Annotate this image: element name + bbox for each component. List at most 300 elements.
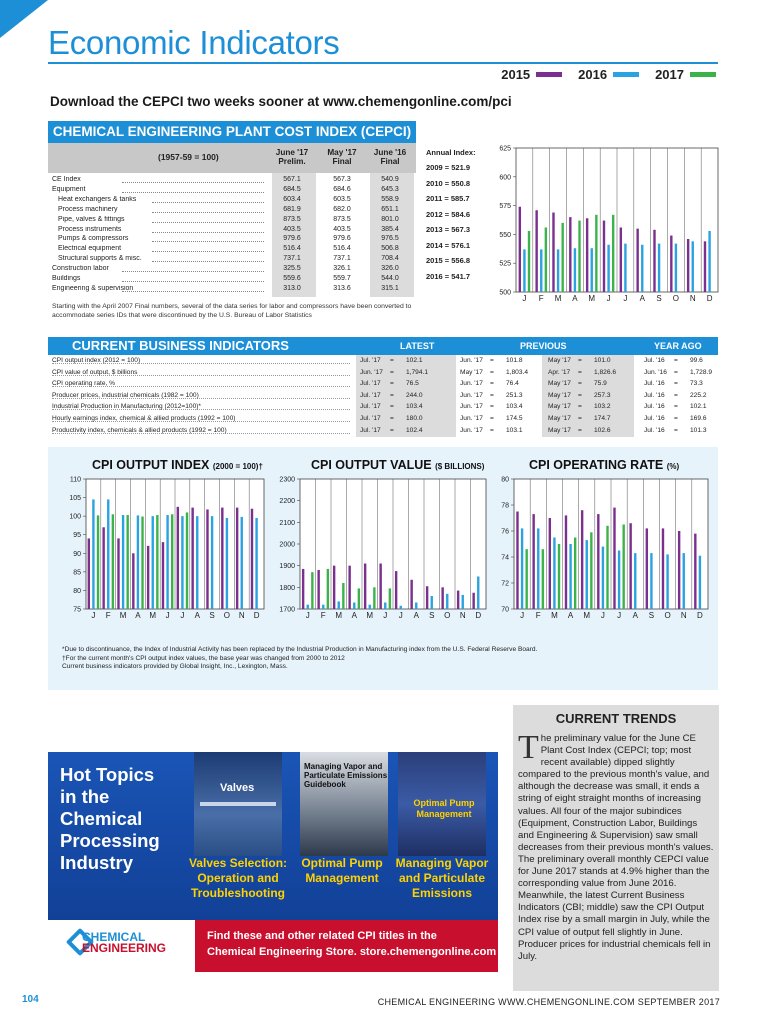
book-caption-valves-l3: Troubleshooting (191, 886, 285, 900)
y-tick-label: 85 (73, 569, 81, 577)
bar-2015 (603, 221, 605, 292)
x-tick-label: D (475, 611, 482, 620)
bar-2017 (545, 227, 547, 292)
cbi-cell-prev2: = (578, 403, 582, 411)
cepci-value: 645.3 (381, 185, 399, 193)
corner-decoration (0, 0, 48, 38)
ad-hot-line-2: in the (60, 786, 110, 807)
x-tick-label: J (617, 611, 622, 620)
bar-2015 (364, 564, 366, 610)
book-cover-vapor-title (304, 762, 387, 789)
x-tick-label: M (149, 611, 157, 620)
ad-call-to-action[interactable] (195, 920, 498, 972)
bar-2016 (338, 601, 340, 609)
cbi-cell-prev2: = (578, 415, 582, 422)
cepci-value: 516.4 (333, 245, 351, 253)
x-tick-label: S (656, 294, 662, 303)
cepci-row (52, 176, 412, 185)
cbi-cell-latest: = (390, 368, 394, 376)
cbi-row-label: Industrial Production in Manufacturing (2012=100)* (52, 403, 202, 411)
cepci-value: 558.9 (381, 195, 399, 203)
cepci-value: 567.1 (283, 176, 301, 183)
cbi-cell-ya: 99.6 (690, 357, 703, 364)
cepci-value: 540.9 (381, 176, 399, 183)
output-value-title-main: CPI OUTPUT VALUE (311, 458, 432, 472)
cbi-row (48, 401, 718, 413)
bar-2015 (569, 217, 571, 292)
cepci-value: 684.6 (333, 185, 351, 193)
cbi-cell-ya: 1,728.9 (690, 368, 712, 376)
chemical-engineering-logo (82, 932, 166, 954)
bar-2017 (156, 515, 158, 609)
book-caption-valves-l1: Valves Selection: (188, 856, 288, 870)
cbi-cell-latest: 76.5 (406, 380, 419, 388)
bar-2016 (586, 540, 588, 609)
bar-2016 (574, 248, 576, 292)
bar-2016 (384, 603, 386, 610)
x-tick-label: M (554, 294, 562, 303)
cepci-row-leader (122, 291, 264, 292)
bar-2015 (613, 508, 615, 609)
cepci-row (52, 226, 412, 235)
bar-2016 (658, 244, 660, 292)
x-tick-label: M (588, 294, 596, 303)
cepci-value: 559.7 (333, 275, 351, 282)
cbi-cell-latest: Jul. '17 (360, 415, 381, 422)
book-cover-vapor-l2: Particulate Emissions (304, 771, 388, 780)
bar-2015 (678, 531, 680, 609)
cbi-cell-latest: 180.0 (406, 415, 423, 422)
bar-2015 (441, 587, 443, 609)
cepci-row (52, 235, 412, 244)
cepci-row (52, 186, 412, 195)
cepci-value: 708.4 (381, 255, 399, 263)
bar-2015 (191, 508, 193, 609)
bar-2016 (591, 248, 593, 292)
bar-2015 (565, 515, 567, 609)
chart-footnotes (62, 646, 702, 672)
cbi-cell-prev1: = (490, 380, 494, 388)
x-tick-label: J (180, 611, 185, 620)
bar-2016 (462, 595, 464, 609)
cepci-value: 313.6 (333, 284, 351, 292)
bar-2016 (521, 528, 523, 609)
cepci-row-label: Structural supports & misc. (58, 255, 142, 263)
book-cover-pumps-l2: Management (416, 809, 472, 819)
bar-2016 (650, 553, 652, 609)
cbi-cell-prev1: Jun. '17 (460, 415, 483, 422)
cepci-row-leader (152, 212, 264, 213)
ad-cta-line-2[interactable]: Chemical Engineering Store. store.chemengonline.com (207, 946, 497, 958)
footnote-2: †For the current month's CPI output index values, the base year was changed from 2000 to 2012 (62, 654, 345, 662)
cbi-cell-latest: = (390, 403, 394, 411)
bar-2017 (612, 215, 614, 292)
bar-2017 (327, 569, 329, 609)
y-tick-label: 550 (499, 231, 511, 239)
cepci-value: 979.6 (283, 235, 301, 243)
x-tick-label: N (689, 294, 696, 303)
cbi-cell-prev1: = (490, 391, 494, 399)
x-tick-label: S (209, 611, 215, 620)
cbi-cell-prev1: 251.3 (506, 391, 523, 399)
cepci-row (52, 245, 412, 254)
operating-rate-title-unit: (%) (666, 462, 680, 471)
cepci-col-1 (322, 148, 362, 166)
bar-2015 (620, 227, 622, 292)
cepci-col-1-l1: May '17 (327, 148, 357, 157)
cepci-row-label: Buildings (52, 275, 81, 282)
bar-2016 (122, 515, 124, 609)
cepci-value: 326.0 (381, 265, 399, 273)
cepci-row-leader (122, 182, 264, 183)
x-tick-label: J (398, 611, 403, 620)
cepci-row-label: Electrical equipment (58, 245, 122, 253)
cbi-cell-prev2: 174.7 (594, 415, 611, 422)
cbi-cell-prev1: May '17 (460, 368, 483, 376)
cbi-cell-latest: Jul. '17 (360, 403, 381, 411)
cepci-row-leader (152, 251, 264, 252)
bar-2015 (670, 236, 672, 292)
bar-2015 (629, 523, 631, 609)
cepci-col-2-l2: Final (380, 157, 400, 166)
cepci-value: 651.1 (381, 205, 399, 213)
bar-2015 (472, 593, 474, 609)
x-tick-label: O (444, 611, 451, 620)
cepci-value: 567.3 (333, 176, 351, 183)
book-caption-pumps-l2: Management (305, 871, 379, 885)
cbi-cell-ya: 102.1 (690, 403, 707, 411)
cepci-row-leader (152, 232, 264, 233)
x-tick-label: J (600, 611, 605, 620)
cepci-value: 681.9 (283, 205, 301, 213)
x-tick-label: A (413, 611, 419, 620)
y-tick-label: 500 (499, 289, 511, 297)
cbi-row-label: CPI value of output, $ billions (52, 368, 138, 376)
x-tick-label: O (672, 294, 680, 303)
cbi-cell-ya: Jul. '16 (644, 380, 665, 388)
cbi-cell-ya: Jul. '16 (644, 426, 665, 434)
bar-2016 (241, 517, 243, 609)
bar-2016 (618, 551, 620, 610)
cbi-row (48, 425, 718, 437)
x-tick-label: N (238, 611, 245, 620)
cepci-column-header (48, 143, 416, 173)
y-tick-label: 2200 (279, 498, 295, 506)
x-tick-label: A (572, 294, 578, 303)
annual-index-list (426, 146, 488, 284)
cbi-row-label: CPI output index (2012 = 100) (52, 357, 141, 364)
x-tick-label: S (429, 611, 435, 620)
cbi-cell-prev2: 103.2 (594, 403, 611, 411)
cbi-row (48, 355, 718, 367)
cbi-row (48, 413, 718, 425)
y-tick-label: 95 (73, 532, 81, 540)
cbi-cell-prev1: Jun. '17 (460, 380, 483, 388)
bar-2016 (415, 603, 417, 610)
bar-2017 (342, 583, 344, 609)
cepci-value: 544.0 (381, 275, 399, 282)
cbi-cell-ya: = (674, 426, 678, 434)
annual-index-item: 2013 = 567.3 (426, 225, 471, 234)
legend-2016-swatch (613, 72, 639, 77)
cbi-cell-prev2: 75.9 (594, 380, 607, 388)
bar-2016 (537, 528, 539, 609)
x-tick-label: F (535, 611, 541, 620)
bar-2016 (322, 605, 324, 609)
bar-2016 (602, 547, 604, 609)
y-tick-label: 80 (73, 587, 81, 595)
y-tick-label: 600 (499, 174, 511, 182)
bar-2017 (97, 515, 99, 609)
cbi-cell-prev2: = (578, 426, 582, 434)
x-tick-label: O (664, 611, 671, 620)
bar-2016 (353, 603, 355, 610)
bar-2015 (653, 230, 655, 292)
bar-2016 (369, 605, 371, 609)
x-tick-label: J (165, 611, 170, 620)
bar-2017 (311, 572, 313, 609)
cbi-header-bar (48, 337, 718, 355)
cbi-cell-prev2: 101.0 (594, 357, 611, 364)
cepci-row-label: Process instruments (58, 225, 122, 233)
book-cover-vapor-l3: Guidebook (304, 780, 346, 789)
cepci-row (52, 275, 412, 284)
bar-2015 (147, 546, 149, 609)
book-caption-vapor-l3: Emissions (411, 886, 473, 900)
bar-2016 (166, 515, 168, 609)
cepci-row-leader (122, 192, 264, 193)
cepci-value: 385.4 (381, 225, 399, 233)
cepci-row-label: Heat exchangers & tanks (58, 195, 137, 203)
cbi-cell-ya: Jun. '16 (644, 368, 667, 376)
cbi-cell-ya: = (674, 415, 678, 422)
bar-2017 (595, 215, 597, 292)
cbi-row-label: CPI operating rate, % (52, 380, 116, 388)
y-tick-label: 72 (501, 580, 509, 588)
cepci-value: 403.5 (283, 225, 301, 233)
bar-2016 (107, 499, 109, 609)
annual-index-item: 2010 = 550.8 (426, 178, 471, 188)
logo-line-2: ENGINEERING (82, 941, 167, 955)
bar-2015 (221, 508, 223, 609)
bar-2015 (704, 241, 706, 292)
bar-2016 (624, 244, 626, 292)
cepci-value: 682.0 (333, 205, 351, 213)
output-value-chart (270, 473, 492, 633)
cbi-header: CURRENT BUSINESS INDICATORS (72, 338, 289, 353)
bar-2015 (379, 564, 381, 610)
y-tick-label: 2100 (279, 519, 295, 527)
output-index-title (92, 458, 263, 472)
bar-2015 (88, 538, 90, 609)
bar-2017 (578, 221, 580, 292)
cepci-row-label: Pipe, valves & fittings (58, 215, 125, 223)
bar-2015 (236, 508, 238, 609)
output-value-title (311, 458, 484, 472)
cepci-row-leader (122, 271, 264, 272)
current-trends-text (518, 729, 714, 963)
bar-2017 (358, 588, 360, 609)
bar-2016 (641, 245, 643, 292)
cepci-col-2-l1: June '16 (373, 148, 407, 157)
cbi-cell-prev1: 174.5 (506, 415, 523, 422)
cbi-cell-prev2: 257.3 (594, 391, 611, 399)
cepci-col-0-l1: June '17 (275, 148, 309, 157)
current-trends-body: he preliminary value for the June CE Plant Cost Index (CEPCI; top; most recent available) dipped slightly compared to the previous month's value, and although the decrease was small, it ends a string of eight straight months of increasing values. All four of the major subindices (Equipment, Construction Labor, Buildings and Engineering & Supervision) saw small decreases from their previous month's values. The preliminary overall monthly CEPCI value for June 2017 stands at 4.9% higher than the corresponding value from June 2016. Meanwhile, the latest Current Business Indicators (CBI; middle) saw the CPI Output Index rise by a small margin in July, while the CPI value of output fell slightly in June. Producer prices for industrial chemicals fell in July. (518, 733, 714, 962)
x-tick-label: A (639, 294, 645, 303)
ad-hot-topics (60, 764, 160, 874)
x-tick-label: D (253, 611, 260, 620)
bar-2017 (561, 223, 563, 292)
x-tick-label: A (351, 611, 357, 620)
cepci-row (52, 196, 412, 205)
bar-2015 (333, 566, 335, 609)
bar-2015 (457, 591, 459, 609)
download-link-text[interactable]: Download the CEPCI two weeks sooner at www.chemengonline.com/pci (50, 94, 512, 109)
cepci-value: 737.1 (283, 255, 301, 263)
cbi-cell-latest: 244.0 (406, 391, 423, 399)
x-tick-label: S (648, 611, 655, 620)
cbi-cell-latest: Jun. '17 (360, 368, 383, 376)
cbi-cell-prev1: 103.4 (506, 403, 523, 411)
bar-2015 (177, 507, 179, 609)
book-cover-valves-stripe (200, 802, 276, 806)
cepci-row-label: Process machinery (58, 205, 118, 213)
cepci-value: 976.5 (381, 235, 399, 243)
bar-2016 (523, 249, 525, 292)
bar-2015 (519, 207, 521, 292)
cepci-row (52, 255, 412, 264)
book-cover-valves[interactable] (194, 752, 282, 856)
bar-2017 (171, 514, 173, 609)
bar-2016 (446, 594, 448, 609)
bar-2015 (662, 528, 664, 609)
bar-2015 (348, 566, 350, 609)
cbi-cell-ya: Jul. '16 (644, 415, 665, 422)
cepci-row-leader (152, 202, 264, 203)
bar-2015 (251, 509, 253, 609)
bar-2016 (699, 556, 701, 609)
bar-2015 (581, 510, 583, 609)
bar-2016 (666, 554, 668, 609)
book-caption-valves (188, 856, 288, 901)
x-tick-label: J (520, 611, 525, 620)
cepci-value: 403.5 (333, 225, 351, 233)
cbi-cell-ya: = (674, 391, 678, 399)
x-tick-label: M (583, 611, 591, 620)
cbi-row-label: Hourly earnings index, chemical & allied products (1992 = 100) (52, 415, 236, 422)
cepci-note: Starting with the April 2007 Final numbers, several of the data series for labor and compressors have been converted to accommodate series IDs that were discontinued by the U.S. Bureau of Labor Statistics (52, 303, 412, 319)
book-caption-vapor (392, 856, 492, 901)
cepci-value: 313.0 (283, 284, 301, 292)
y-tick-label: 80 (501, 476, 509, 484)
annual-index-item: 2015 = 556.8 (426, 256, 471, 265)
bar-2017 (141, 517, 143, 609)
store-advertisement[interactable] (48, 752, 498, 972)
book-caption-pumps-l1: Optimal Pump (301, 856, 383, 870)
cbi-cell-prev1: 103.1 (506, 426, 523, 434)
bar-2016 (431, 596, 433, 609)
book-caption-vapor-l2: and Particulate (398, 871, 486, 885)
cepci-col-2 (370, 148, 410, 166)
x-tick-label: F (320, 611, 326, 620)
annual-index-item: 2014 = 576.1 (426, 240, 471, 250)
x-tick-label: A (567, 611, 574, 620)
cbi-cell-latest: = (390, 415, 394, 422)
title-rule (48, 62, 718, 64)
cbi-cell-ya: 73.3 (690, 380, 703, 388)
current-trends-title: CURRENT TRENDS (555, 711, 677, 726)
bar-2016 (152, 516, 154, 609)
output-value-title-unit: ($ BILLIONS) (435, 462, 485, 471)
cbi-cell-latest: Jul. '17 (360, 426, 381, 434)
cbi-cell-prev1: = (490, 426, 494, 434)
cepci-row-label: Engineering & supervision (52, 284, 134, 292)
cbi-cell-ya: Jul. '16 (644, 391, 665, 399)
footnote-1: *Due to discontinuance, the Index of Industrial Activity has been replaced by the Industrial Production in Manufacturing index from the U.S. Federal Reserve Board. (62, 646, 538, 653)
cbi-cell-prev2: May '17 (548, 426, 571, 434)
cbi-cell-latest: 103.4 (406, 403, 423, 411)
cbi-cell-prev1: Jun. '17 (460, 426, 483, 434)
bar-2015 (694, 534, 696, 609)
x-tick-label: A (632, 611, 638, 620)
bar-2016 (708, 231, 710, 292)
cepci-table-body (48, 173, 416, 297)
annual-index-item: 2016 = 541.7 (426, 271, 471, 281)
x-tick-label: J (522, 294, 527, 303)
bar-2017 (112, 514, 114, 609)
y-tick-label: 525 (499, 260, 511, 268)
cbi-col-previous: PREVIOUS (520, 341, 567, 351)
y-tick-label: 575 (499, 203, 511, 211)
y-tick-label: 2000 (279, 541, 295, 549)
cepci-row-label: Construction labor (52, 265, 109, 273)
bar-2017 (542, 549, 544, 609)
x-tick-label: J (606, 294, 611, 303)
ad-cta-line-1: Find these and other related CPI titles in the (207, 930, 437, 942)
bar-2015 (117, 538, 119, 609)
bar-2015 (426, 586, 428, 609)
cbi-cell-prev1: = (490, 403, 494, 411)
cbi-cell-prev1: Jun. '17 (460, 357, 483, 364)
cbi-cell-ya: = (674, 357, 678, 364)
bar-2017 (558, 544, 560, 609)
cepci-value: 684.5 (283, 185, 301, 193)
bar-2015 (102, 527, 104, 609)
bar-2015 (317, 570, 319, 609)
cbi-cell-prev2: Apr. '17 (548, 368, 571, 376)
bar-2016 (181, 516, 183, 609)
cepci-row (52, 265, 412, 274)
cbi-row (48, 390, 718, 402)
book-cover-vapor[interactable] (300, 752, 388, 856)
legend-2015-swatch (536, 72, 562, 77)
bar-2016 (400, 606, 402, 609)
y-tick-label: 1800 (279, 584, 295, 592)
cbi-row-label: Productivity index, chemicals & allied products (1992 = 100) (52, 426, 227, 434)
output-index-title-unit: (2000 = 100)† (212, 462, 263, 471)
bar-2015 (552, 213, 554, 292)
operating-rate-title (529, 458, 679, 472)
cepci-value: 737.1 (333, 255, 351, 263)
cbi-cell-prev1: Jun. '17 (460, 391, 483, 399)
cbi-cell-prev2: = (578, 380, 582, 388)
cepci-row-leader (122, 281, 264, 282)
cbi-col-yearago: YEAR AGO (654, 341, 702, 351)
cbi-cell-latest: 102.4 (406, 426, 423, 434)
cepci-value: 603.5 (333, 195, 351, 203)
book-cover-pumps[interactable] (398, 752, 486, 856)
